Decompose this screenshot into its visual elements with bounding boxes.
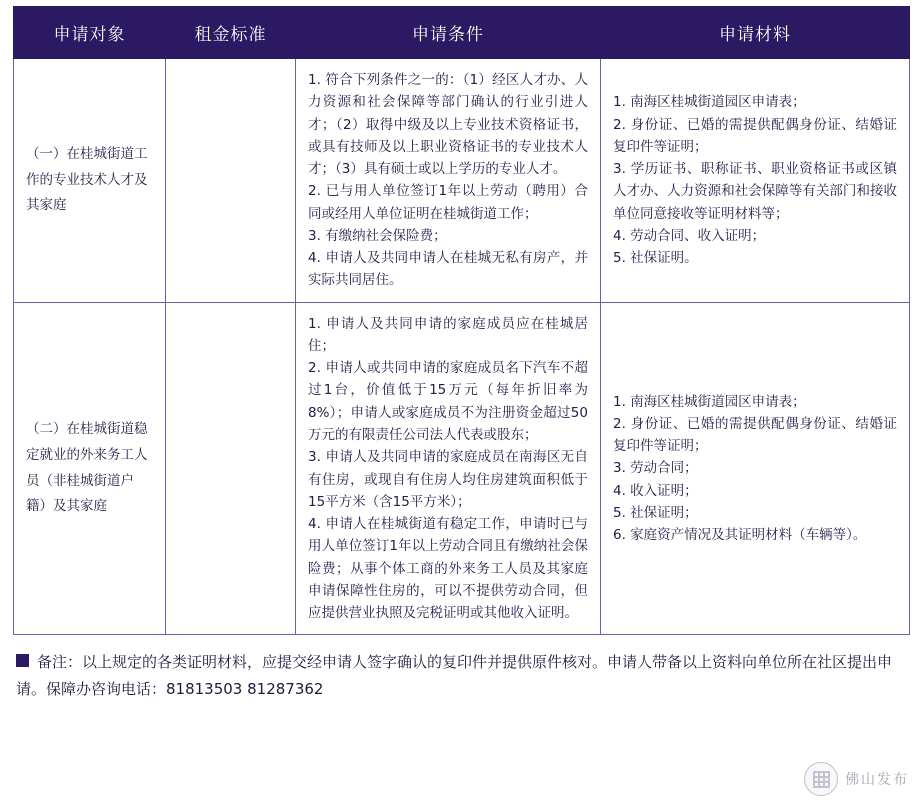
footnote-text: 备注：以上规定的各类证明材料，应提交经申请人签字确认的复印件并提供原件核对。申请人带备以上资料向单位所在社区提出申请。保障办咨询电话：81813503 81287362 — [16, 653, 893, 698]
cell-target-1 — [14, 59, 166, 303]
table-header — [14, 7, 910, 59]
material-item: 4. 劳动合同、收入证明； — [613, 227, 766, 244]
material-item: 5. 社保证明。 — [613, 250, 698, 267]
header-row — [14, 7, 910, 59]
material-item: 3. 学历证书、职称证书、职业资格证书或区镇人才办、人力资源和社会保障等有关部门和接收单位同意接收等证明材料等； — [613, 161, 897, 222]
cell-materials-2 — [601, 302, 910, 635]
material-item: 5. 社保证明； — [613, 504, 698, 521]
target-text-1: （一）在桂城街道工作的专业技术人才及其家庭 — [26, 145, 148, 214]
badge-label: 佛山发布 — [845, 772, 909, 788]
footnote — [16, 649, 907, 702]
header-cell-target: 申请对象 — [14, 7, 166, 59]
condition-item: 1. 申请人及共同申请的家庭成员应在桂城居住； — [308, 315, 588, 354]
material-item: 6. 家庭资产情况及其证明材料（车辆等）。 — [613, 527, 867, 544]
conditions-list-1 — [308, 69, 588, 292]
document-page — [0, 6, 923, 804]
table-body — [14, 59, 910, 635]
material-item: 2. 身份证、已婚的需提供配偶身份证、结婚证复印件等证明； — [613, 116, 897, 155]
conditions-list-2 — [308, 313, 588, 625]
table-row — [14, 59, 910, 303]
watermark-badge — [804, 762, 909, 796]
qr-code-icon — [804, 762, 838, 796]
cell-materials-1 — [601, 59, 910, 303]
material-item: 1. 南海区桂城街道园区申请表； — [613, 393, 806, 410]
material-item: 2. 身份证、已婚的需提供配偶身份证、结婚证复印件等证明； — [613, 415, 897, 455]
materials-list-1 — [613, 91, 897, 269]
table-row — [14, 302, 910, 635]
cell-rent-2 — [166, 302, 296, 635]
cell-conditions-2 — [296, 302, 601, 635]
condition-item: 3. 有缴纳社会保险费； — [308, 227, 447, 244]
condition-item: 4. 申请人在桂城街道有稳定工作，申请时已与用人单位签订1年以上劳动合同且有缴纳社会保险费；从事个体工商的外来务工人员及其家庭申请保障性住房的，可以不提供劳动合同，但应提供营业执照及完税证明或其他收入证明。 — [308, 516, 588, 622]
cell-rent-1 — [166, 59, 296, 303]
header-cell-materials: 申请材料 — [601, 7, 910, 59]
materials-list-2 — [613, 391, 897, 547]
material-item: 3. 劳动合同； — [613, 460, 698, 477]
condition-item: 4. 申请人及共同申请人在桂城无私有房产，并实际共同居住。 — [308, 250, 588, 289]
target-text-2: （二）在桂城街道稳定就业的外来务工人员（非桂城街道户籍）及其家庭 — [26, 421, 148, 515]
header-cell-conditions: 申请条件 — [296, 7, 601, 59]
square-bullet-icon — [16, 654, 29, 667]
condition-item: 3. 申请人及共同申请的家庭成员在南海区无自有住房，或现自有住房人均住房建筑面积低于15平方米（含15平方米）； — [308, 449, 588, 510]
material-item: 1. 南海区桂城街道园区申请表； — [613, 94, 806, 111]
cell-target-2 — [14, 302, 166, 635]
condition-item: 1. 符合下列条件之一的：（1）经区人才办、人力资源和社会保障等部门确认的行业引进人才；（2）取得中级及以上专业技术资格证书，或具有技师及以上职业资格证书的专业技术人才；（3）具有硕士或以上学历的专业人才。 — [308, 72, 588, 178]
header-cell-rent: 租金标准 — [166, 7, 296, 59]
cell-conditions-1 — [296, 59, 601, 303]
material-item: 4. 收入证明； — [613, 482, 698, 499]
housing-application-table — [13, 6, 910, 635]
condition-item: 2. 已与用人单位签订1年以上劳动（聘用）合同或经用人单位证明在桂城街道工作； — [308, 183, 588, 222]
condition-item: 2. 申请人或共同申请的家庭成员名下汽车不超过1台，价值低于15万元（每年折旧率为8%）；申请人或家庭成员不为注册资金超过50万元的有限责任公司法人代表或股东； — [308, 360, 588, 443]
